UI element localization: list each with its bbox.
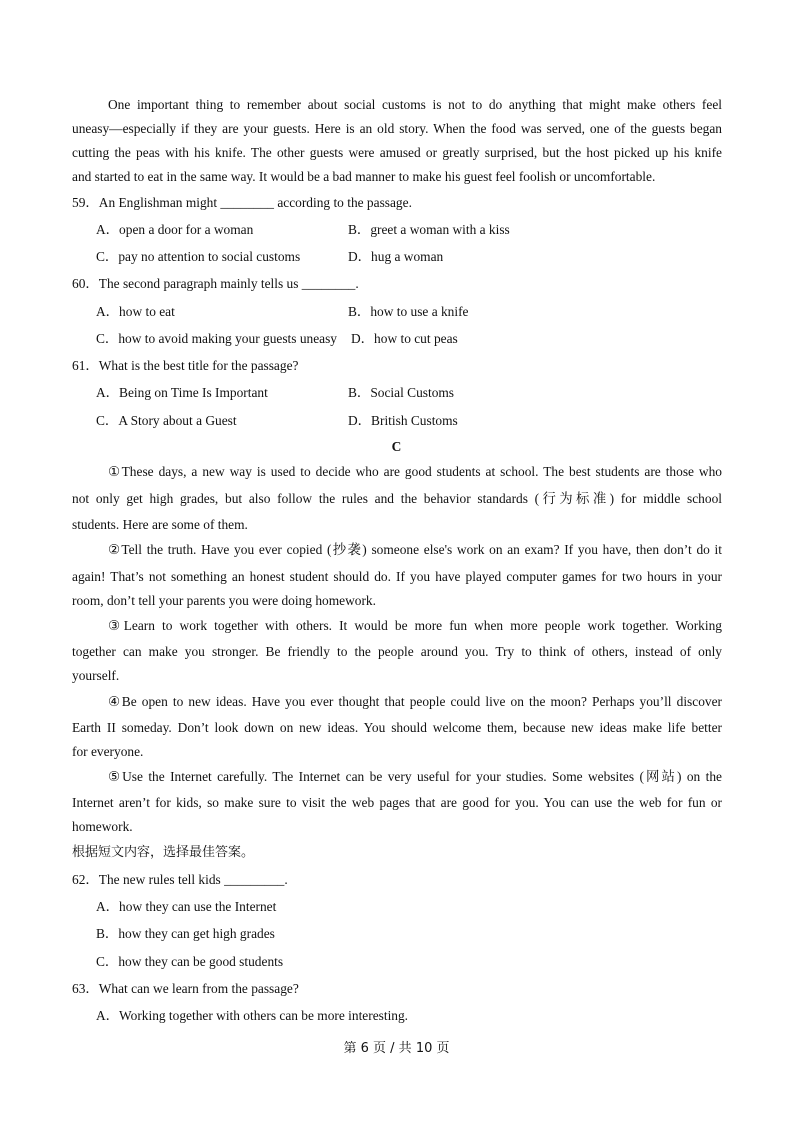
section-c-p5-line-1: ⑤Use the Internet carefully. The Internet can be very useful for your studies. Some websites (网站) on the (108, 769, 722, 784)
section-c-p5-line-2: Internet aren’t for kids, so make sure to visit the web pages that are good for you. You can use the web for fun or (72, 795, 722, 810)
passage-b-line-4: and started to eat in the same way. It would be a bad manner to make his guest feel foolish or uncomfortable. (72, 169, 656, 184)
section-c-instruction: 根据短文内容，选择最佳答案。 (72, 845, 255, 860)
question-60-option-b[interactable]: B．how to use a knife (348, 304, 469, 319)
section-c-p2-line-1: ②Tell the truth. Have you ever copied (抄袭) someone else's work on an exam? If you have, then don’t do it (108, 542, 722, 557)
section-c-p4-line-3: for everyone. (72, 744, 144, 759)
question-60-option-d[interactable]: D．how to cut peas (351, 331, 458, 346)
section-c-p1-line-1: ①These days, a new way is used to decide who are good students at school. The best students are those who (108, 464, 722, 479)
question-61-option-b[interactable]: B．Social Customs (348, 385, 455, 400)
question-61-option-a[interactable]: A．Being on Time Is Important (96, 385, 268, 400)
section-c-p3-line-1: ③Learn to work together with others. It would be more fun when more people work together. Working (108, 618, 722, 633)
question-61-option-c[interactable]: C．A Story about a Guest (96, 413, 237, 428)
section-c-p4-line-1: ④Be open to new ideas. Have you ever thought that people could live on the moon? Perhaps you’ll discover (108, 694, 722, 709)
section-c-p3-line-2: together can make you stronger. Be friendly to the people around you. Try to think of others, instead of only (72, 644, 722, 659)
question-60-stem: 60．The second paragraph mainly tells us ________. (72, 276, 359, 291)
question-62-stem: 62．The new rules tell kids _________. (72, 872, 288, 887)
question-62-option-a[interactable]: A．how they can use the Internet (96, 899, 277, 914)
question-61-stem: 61．What is the best title for the passage? (72, 358, 299, 373)
question-59-option-a[interactable]: A．open a door for a woman (96, 222, 254, 237)
passage-b-line-3: cutting the peas with his knife. The other guests were amused or greatly surprised, but the host picked up his knife (72, 145, 722, 160)
section-c-p2-line-3: room, don’t tell your parents you were doing homework. (72, 593, 376, 608)
question-59-option-c[interactable]: C．pay no attention to social customs (96, 249, 301, 264)
question-62-option-b[interactable]: B．how they can get high grades (96, 926, 275, 941)
question-63-option-a[interactable]: A．Working together with others can be more interesting. (96, 1008, 409, 1023)
question-60-option-c[interactable]: C．how to avoid making your guests uneasy (96, 331, 338, 346)
question-63-stem: 63．What can we learn from the passage? (72, 981, 299, 996)
question-61-option-d[interactable]: D．British Customs (348, 413, 458, 428)
section-c-heading: C (391, 439, 402, 454)
question-62-option-c[interactable]: C．how they can be good students (96, 954, 284, 969)
passage-b-line-1: One important thing to remember about social customs is not to do anything that might make others feel (108, 97, 722, 112)
section-c-p2-line-2: again! That’s not something an honest student should do. If you have played computer games for two hours in your (72, 569, 722, 584)
page-footer: 第 6 页 / 共 10 页 (343, 1041, 450, 1056)
section-c-p1-line-2: not only get high grades, but also follow the rules and the behavior standards (行为标准) for middle school (72, 491, 722, 506)
question-59-stem: 59．An Englishman might ________ according to the passage. (72, 195, 412, 210)
section-c-p3-line-3: yourself. (72, 668, 120, 683)
question-59-option-b[interactable]: B．greet a woman with a kiss (348, 222, 510, 237)
question-60-option-a[interactable]: A．how to eat (96, 304, 175, 319)
passage-b-line-2: uneasy—especially if they are your guests. Here is an old story. When the food was served, one of the guests began (72, 121, 722, 136)
section-c-p5-line-3: homework. (72, 819, 133, 834)
section-c-p1-line-3: students. Here are some of them. (72, 517, 248, 532)
section-c-p4-line-2: Earth II someday. Don’t look down on new ideas. You should welcome them, because new ideas make life better (72, 720, 722, 735)
question-59-option-d[interactable]: D．hug a woman (348, 249, 444, 264)
